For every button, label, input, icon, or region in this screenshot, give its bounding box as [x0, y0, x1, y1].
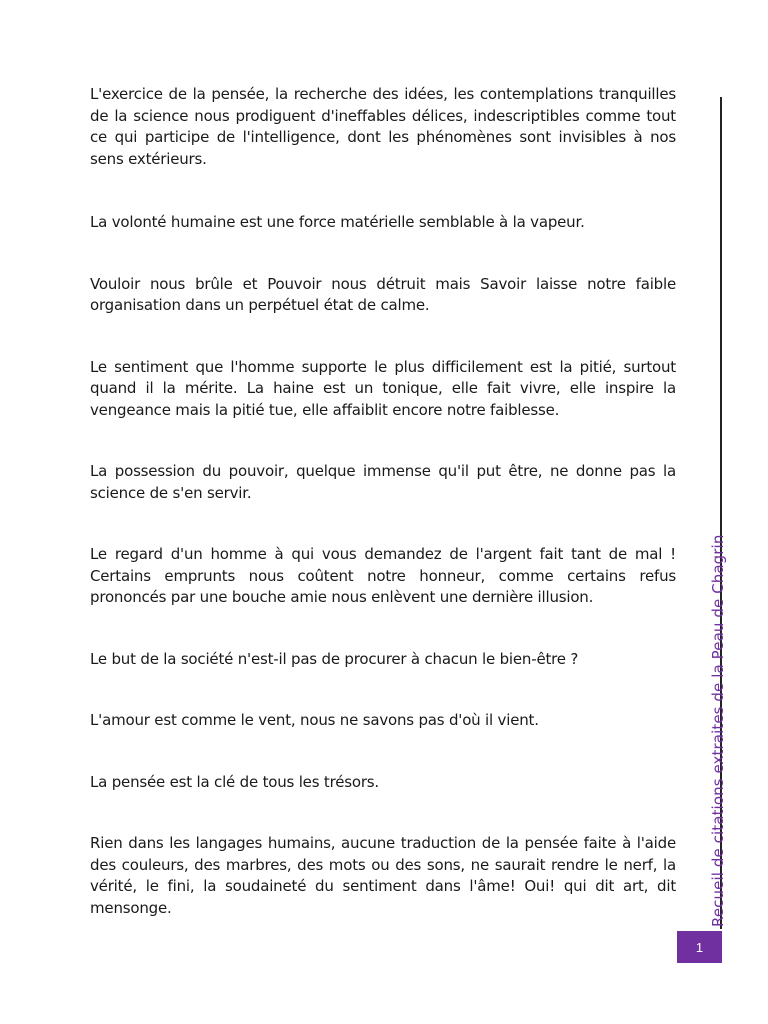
quote-paragraph: Le sentiment que l'homme supporte le plus difficilement est la pitié, surtout quand il la mérite. La haine est un tonique, elle fait vivre, elle inspire la vengeance mais la pitié tue, elle affaiblit encore notre faiblesse. [90, 357, 676, 419]
quote-paragraph: L'exercice de la pensée, la recherche des idées, les contemplations tranquilles de la science nous prodiguent d'ineffables délices, indescriptibles comme tout ce qui participe de l'intelligence, dont les phénomènes sont invisibles à nos sens extérieurs. [90, 85, 676, 168]
quote-paragraph: La possession du pouvoir, quelque immense qu'il put être, ne donne pas la science de s'en servir. [90, 462, 676, 502]
quote-paragraph: La volonté humaine est une force matérielle semblable à la vapeur. [90, 213, 585, 231]
quote-paragraph: Rien dans les langages humains, aucune traduction de la pensée faite à l'aide des couleurs, des marbres, des mots ou des sons, ne saurait rendre le nerf, la vérité, le fini, la soudaineté du sentiment dans l'âme! Oui! qui dit art, dit mensonge. [90, 834, 676, 917]
quote-paragraph: La pensée est la clé de tous les trésors. [90, 772, 379, 791]
quote-paragraph: Le regard d'un homme à qui vous demandez de l'argent fait tant de mal ! Certains emprunts nous coûtent notre honneur, comme certains refus prononcés par une bouche amie nous enlèvent une dernière illusion. [90, 545, 676, 606]
quotes-column [90, 84, 676, 919]
quote-paragraph: Vouloir nous brûle et Pouvoir nous détruit mais Savoir laisse notre faible organisation dans un perpétuel état de calme. [90, 274, 676, 314]
side-title: Recueil de citations extraites de la Peau de Chagrin [709, 534, 727, 927]
quote-paragraph: Le but de la société n'est-il pas de procurer à chacun le bien-être ? [90, 649, 579, 668]
page-number-badge [677, 931, 722, 963]
quote-paragraph: L'amour est comme le vent, nous ne savons pas d'où il vient. [90, 711, 539, 729]
page-number: 1 [695, 939, 704, 955]
